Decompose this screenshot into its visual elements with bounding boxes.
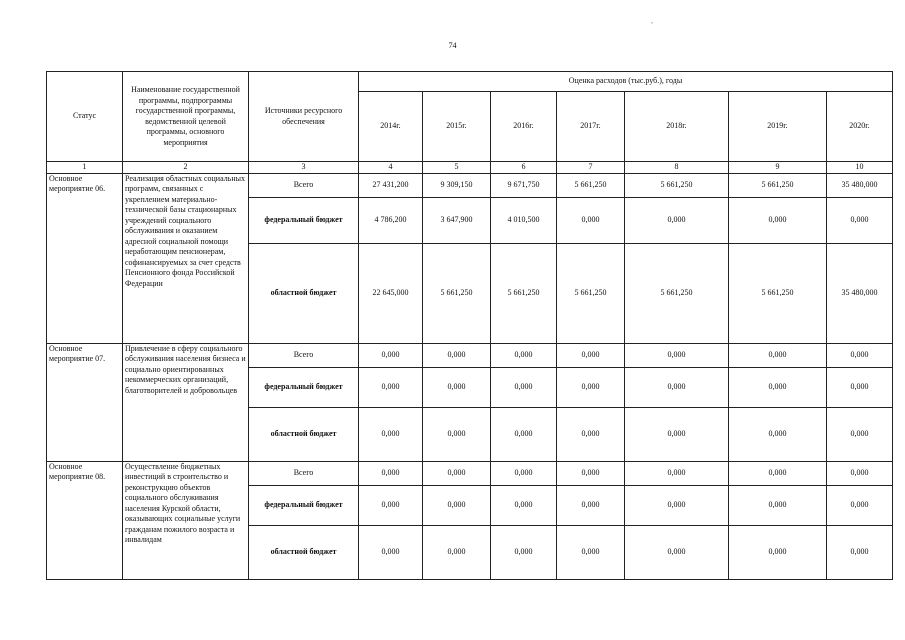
table-row [47,173,893,197]
header-year: 2015г. [423,92,491,162]
value-cell: 0,000 [557,461,625,485]
value-cell: 0,000 [557,407,625,461]
value-cell: 35 480,000 [827,173,893,197]
value-cell: 0,000 [423,485,491,525]
value-cell: 0,000 [491,343,557,367]
value-cell: 0,000 [729,407,827,461]
value-cell: 0,000 [423,407,491,461]
value-cell: 0,000 [827,197,893,243]
value-cell: 0,000 [827,343,893,367]
corner-mark: , [651,16,653,25]
value-cell: 27 431,200 [359,173,423,197]
table-row [47,461,893,485]
value-cell: 4 010,500 [491,197,557,243]
value-cell: 0,000 [827,461,893,485]
column-number: 10 [827,162,893,174]
column-number: 7 [557,162,625,174]
page-number: 74 [448,41,457,50]
value-cell: 0,000 [359,343,423,367]
value-cell: 0,000 [625,367,729,407]
value-cell: 0,000 [729,461,827,485]
expenditure-table [46,71,893,580]
source-cell: Всего [249,461,359,485]
header-year: 2017г. [557,92,625,162]
value-cell: 5 661,250 [729,173,827,197]
column-number: 5 [423,162,491,174]
source-cell: федеральный бюджет [249,367,359,407]
value-cell: 0,000 [557,485,625,525]
source-cell: Всего [249,343,359,367]
status-cell: Основное мероприятие 07. [47,343,123,461]
value-cell: 5 661,250 [557,243,625,343]
value-cell: 5 661,250 [625,243,729,343]
column-number: 2 [123,162,249,174]
header-year: 2020г. [827,92,893,162]
name-cell: Привлечение в сферу социального обслуживания населения бизнеса и социально ориентированных некоммерческих организаций, благотворителей и добровольцев [123,343,249,461]
value-cell: 0,000 [625,485,729,525]
value-cell: 5 661,250 [625,173,729,197]
header-sources: Источники ресурсного обеспечения [249,72,359,162]
value-cell: 5 661,250 [729,243,827,343]
header-estimate: Оценка расходов (тыс.руб.), годы [359,72,893,92]
table-row [47,343,893,367]
value-cell: 4 786,200 [359,197,423,243]
status-cell: Основное мероприятие 08. [47,461,123,579]
value-cell: 0,000 [557,197,625,243]
column-number: 9 [729,162,827,174]
value-cell: 5 661,250 [423,243,491,343]
value-cell: 35 480,000 [827,243,893,343]
value-cell: 0,000 [423,525,491,579]
header-year: 2016г. [491,92,557,162]
value-cell: 0,000 [827,525,893,579]
value-cell: 0,000 [729,485,827,525]
value-cell: 0,000 [423,343,491,367]
value-cell: 0,000 [491,485,557,525]
value-cell: 0,000 [729,343,827,367]
value-cell: 0,000 [491,367,557,407]
value-cell: 5 661,250 [557,173,625,197]
value-cell: 0,000 [729,525,827,579]
source-cell: областной бюджет [249,525,359,579]
value-cell: 0,000 [625,525,729,579]
value-cell: 0,000 [359,525,423,579]
value-cell: 0,000 [359,461,423,485]
value-cell: 0,000 [729,197,827,243]
name-cell: Осуществление бюджетных инвестиций в строительство и реконструкцию объектов социального обслуживания населения Курской области, оказывающих социальные услуги гражданам пожилого возраста и инвалидам [123,461,249,579]
value-cell: 5 661,250 [491,243,557,343]
value-cell: 22 645,000 [359,243,423,343]
value-cell: 0,000 [423,367,491,407]
column-number: 1 [47,162,123,174]
value-cell: 0,000 [423,461,491,485]
header-year: 2019г. [729,92,827,162]
header-year: 2018г. [625,92,729,162]
column-number: 3 [249,162,359,174]
value-cell: 0,000 [827,485,893,525]
value-cell: 0,000 [557,367,625,407]
value-cell: 9 671,750 [491,173,557,197]
value-cell: 0,000 [625,461,729,485]
value-cell: 3 647,900 [423,197,491,243]
value-cell: 0,000 [557,525,625,579]
value-cell: 0,000 [729,367,827,407]
source-cell: федеральный бюджет [249,485,359,525]
source-cell: федеральный бюджет [249,197,359,243]
value-cell: 0,000 [359,485,423,525]
value-cell: 0,000 [827,367,893,407]
source-cell: Всего [249,173,359,197]
column-number: 6 [491,162,557,174]
name-cell: Реализация областных социальных программ, связанных с укреплением материально-технической базы стационарных учреждений социального обслуживания и оказанием адресной социальной помощи неработающим пенсионерам, софинансируемых за счет средств Пенсионного фонда Российской Федерации [123,173,249,343]
value-cell: 0,000 [625,197,729,243]
value-cell: 0,000 [557,343,625,367]
header-status: Статус [47,72,123,162]
status-cell: Основное мероприятие 06. [47,173,123,343]
value-cell: 0,000 [491,461,557,485]
value-cell: 0,000 [491,407,557,461]
column-number: 8 [625,162,729,174]
value-cell: 0,000 [625,343,729,367]
source-cell: областной бюджет [249,407,359,461]
value-cell: 0,000 [827,407,893,461]
value-cell: 9 309,150 [423,173,491,197]
source-cell: областной бюджет [249,243,359,343]
value-cell: 0,000 [359,407,423,461]
header-name: Наименование государственной программы, подпрограммы государственной программы, ведомственной целевой программы, основного мероприятия [123,72,249,162]
value-cell: 0,000 [491,525,557,579]
value-cell: 0,000 [359,367,423,407]
header-year: 2014г. [359,92,423,162]
column-number: 4 [359,162,423,174]
value-cell: 0,000 [625,407,729,461]
